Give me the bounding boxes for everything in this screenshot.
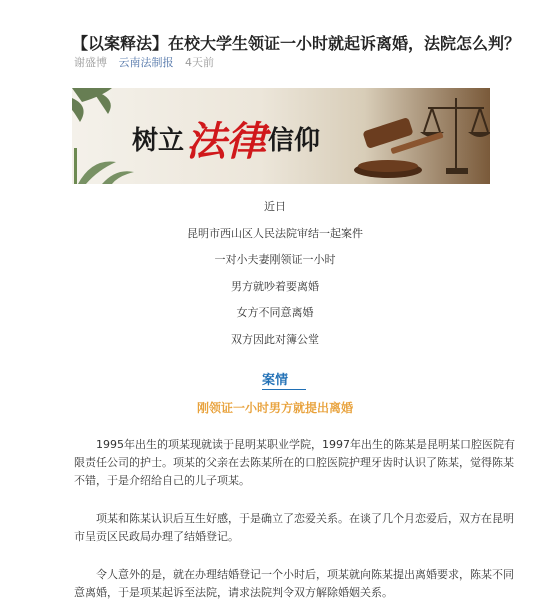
body-paragraph: 令人意外的是，就在办理结婚登记一个小时后，项某就向陈某提出离婚要求，陈某不同意离婚，于是项某起诉至法院，请求法院判令双方解除婚姻关系。 bbox=[74, 568, 514, 599]
intro-line: 女方不同意离婚 bbox=[236, 306, 314, 320]
body-paragraph: 项某和陈某认识后互生好感，于是确立了恋爱关系。在谈了几个月恋爱后，双方在昆明市呈贡区民政局办理了结婚登记。 bbox=[74, 512, 514, 543]
intro-line: 近日 bbox=[264, 200, 286, 213]
section-divider bbox=[262, 389, 306, 390]
banner-text-left: 树立 bbox=[132, 126, 185, 156]
source-link[interactable]: 云南法制报 bbox=[118, 56, 174, 69]
intro-line: 昆明市西山区人民法院审结一起案件 bbox=[187, 226, 363, 240]
banner-text-accent: 法律 bbox=[186, 118, 267, 165]
banner-image bbox=[72, 88, 490, 184]
intro-line: 男方就吵着要离婚 bbox=[231, 279, 319, 293]
intro-lines bbox=[0, 199, 550, 359]
section-subtitle: 刚领证一小时男方就提出离婚 bbox=[196, 401, 353, 415]
banner-text-right: 信仰 bbox=[268, 126, 321, 156]
intro-line: 一对小夫妻刚领证一小时 bbox=[214, 253, 336, 267]
author-name: 谢盛博 bbox=[74, 56, 107, 69]
article-title: 【以案释法】在校大学生领证一小时就起诉离婚，法院怎么判？ bbox=[72, 33, 521, 53]
publish-time: 4天前 bbox=[185, 56, 214, 69]
intro-line: 双方因此对簿公堂 bbox=[231, 332, 319, 346]
article-meta bbox=[74, 54, 222, 70]
body-paragraph: 1995年出生的项某现就读于昆明某职业学院，1997年出生的陈某是昆明某口腔医院有限责任公司的护士。项某的父亲在去陈某所在的口腔医院护理牙齿时认识了陈某，觉得陈某不错，于是介绍给自己的儿子项某。 bbox=[74, 438, 515, 487]
section-label: 案情 bbox=[261, 373, 288, 388]
banner-slogan bbox=[132, 110, 320, 167]
